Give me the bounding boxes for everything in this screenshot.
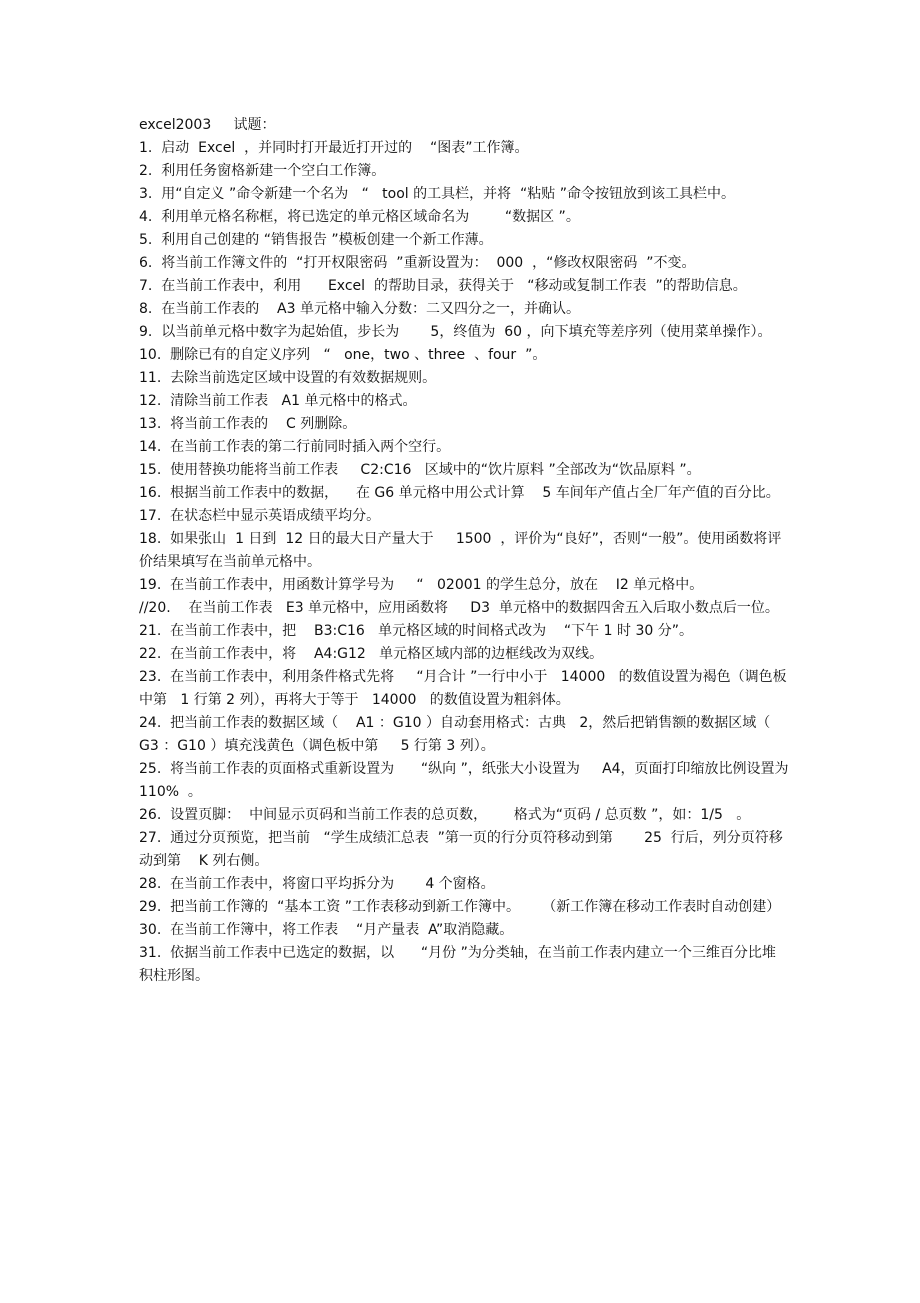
question-item-31: 31. 依据当前工作表中已选定的数据，以 “月份 ”为分类轴，在当前工作表内建立一个三维百分比堆积柱形图。 xyxy=(139,945,776,984)
question-item-12: 12. 清除当前工作表 A1 单元格中的格式。 xyxy=(139,393,417,409)
question-item-20: //20. 在当前工作表 E3 单元格中，应用函数将 D3 单元格中的数据四舍五入后取小数点后一位。 xyxy=(139,600,779,616)
question-item-8: 8. 在当前工作表的 A3 单元格中输入分数：二又四分之一，并确认。 xyxy=(139,301,580,317)
question-item-13: 13. 将当前工作表的 C 列删除。 xyxy=(139,416,357,432)
question-item-2: 2. 利用任务窗格新建一个空白工作簿。 xyxy=(139,163,386,179)
question-item-23: 23. 在当前工作表中，利用条件格式先将 “月合计 ”一行中小于 14000 的数值设置为褐色（调色板中第 1 行第 2 列），再将大于等于 14000 的数值设置为粗斜体。 xyxy=(139,669,787,708)
question-item-25: 25. 将当前工作表的页面格式重新设置为 “纵向 ”，纸张大小设置为 A4，页面打印缩放比例设置为 110% 。 xyxy=(139,761,798,800)
question-item-28: 28. 在当前工作表中，将窗口平均拆分为 4 个窗格。 xyxy=(139,876,495,892)
document-body xyxy=(139,114,798,988)
question-item-6: 6. 将当前工作簿文件的 “打开权限密码 ”重新设置为： 000 ，“修改权限密码 ”不变。 xyxy=(139,255,696,271)
question-item-27: 27. 通过分页预览，把当前 “学生成绩汇总表 ”第一页的行分页符移动到第 25 行后，列分页符移动到第 K 列右侧。 xyxy=(139,830,783,869)
question-item-16: 16. 根据当前工作表中的数据， 在 G6 单元格中用公式计算 5 车间年产值占全厂年产值的百分比。 xyxy=(139,485,780,501)
question-item-21: 21. 在当前工作表中，把 B3:C16 单元格区域的时间格式改为 “下午 1 时 30 分”。 xyxy=(139,623,693,639)
question-item-17: 17. 在状态栏中显示英语成绩平均分。 xyxy=(139,508,381,524)
question-item-5: 5. 利用自己创建的 “销售报告 ”模板创建一个新工作薄。 xyxy=(139,232,493,248)
question-item-14: 14. 在当前工作表的第二行前同时插入两个空行。 xyxy=(139,439,451,455)
question-item-30: 30. 在当前工作簿中，将工作表 “月产量表 A”取消隐藏。 xyxy=(139,922,514,938)
question-item-18: 18. 如果张山 1 日到 12 日的最大日产量大于 1500 ，评价为“良好”，否则“一般”。使用函数将评价结果填写在当前单元格中。 xyxy=(139,531,782,570)
question-item-4: 4. 利用单元格名称框，将已选定的单元格区域命名为 “数据区 ”。 xyxy=(139,209,580,225)
question-item-10: 10. 删除已有的自定义序列 “ one，two 、three 、four ”。 xyxy=(139,347,547,363)
question-item-19: 19. 在当前工作表中，用函数计算学号为 “ 02001 的学生总分，放在 I2 单元格中。 xyxy=(139,577,704,593)
question-item-7: 7. 在当前工作表中，利用 Excel 的帮助目录，获得关于 “移动或复制工作表 ”的帮助信息。 xyxy=(139,278,747,294)
question-item-26: 26. 设置页脚： 中间显示页码和当前工作表的总页数， 格式为“页码 / 总页数 ”，如：1/5 。 xyxy=(139,807,751,823)
question-item-15: 15. 使用替换功能将当前工作表 C2:C16 区域中的“饮片原料 ”全部改为“饮品原料 ”。 xyxy=(139,462,701,478)
question-item-9: 9. 以当前单元格中数字为起始值，步长为 5，终值为 60 ，向下填充等差序列（使用菜单操作）。 xyxy=(139,324,772,340)
question-list xyxy=(139,137,798,988)
question-item-3: 3. 用“自定义 ”命令新建一个名为 “ tool 的工具栏，并将 “粘贴 ”命令按钮放到该工具栏中。 xyxy=(139,186,735,202)
question-item-29: 29. 把当前工作簿的 “基本工资 ”工作表移动到新工作簿中。 （新工作簿在移动工作表时自动创建） xyxy=(139,899,781,915)
question-item-11: 11. 去除当前选定区域中设置的有效数据规则。 xyxy=(139,370,437,386)
question-item-22: 22. 在当前工作表中，将 A4:G12 单元格区域内部的边框线改为双线。 xyxy=(139,646,604,662)
question-item-24: 24. 把当前工作表的数据区域（ A1 ：G10 ）自动套用格式：古典 2，然后把销售额的数据区域（ G3 ：G10 ）填充浅黄色（调色板中第 5 行第 3 列）。 xyxy=(139,715,780,754)
question-item-1: 1. 启动 Excel ，并同时打开最近打开过的 “图表”工作簿。 xyxy=(139,140,529,156)
document-title: excel2003 试题： xyxy=(139,117,276,133)
